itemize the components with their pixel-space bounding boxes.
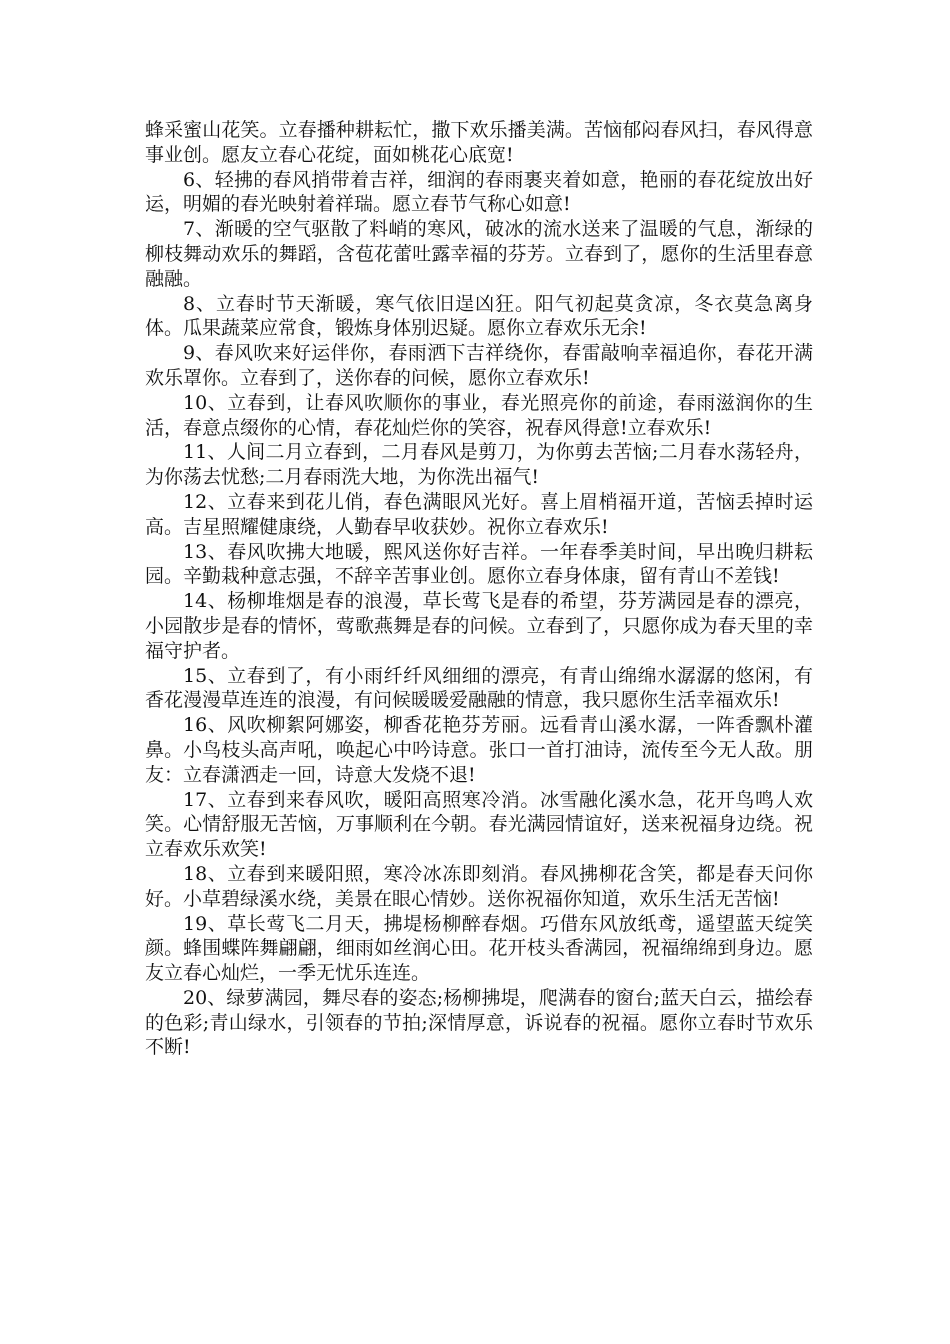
paragraph-15: 15、立春到了，有小雨纤纤风细细的漂亮，有青山绵绵水潺潺的悠闲，有香花漫漫草连连的浪漫，有问候暖暖爱融融的情意，我只愿你生活幸福欢乐! [145,664,813,712]
paragraph-20: 20、绿萝满园，舞尽春的姿态;杨柳拂堤，爬满春的窗台;蓝天白云，描绘春的色彩;青山绿水，引领春的节拍;深情厚意，诉说春的祝福。愿你立春时节欢乐不断! [145,986,813,1059]
paragraph-13: 13、春风吹拂大地暖，熙风送你好吉祥。一年春季美时间，早出晚归耕耘园。辛勤栽种意志强，不辞辛苦事业创。愿你立春身体康，留有青山不差钱! [145,540,813,588]
paragraph-10: 10、立春到，让春风吹顺你的事业，春光照亮你的前途，春雨滋润你的生活，春意点缀你的心情，春花灿烂你的笑容，祝春风得意!立春欢乐! [145,391,813,439]
paragraph-8: 8、立春时节天渐暖，寒气依旧逞凶狂。阳气初起莫贪凉，冬衣莫急离身体。瓜果蔬菜应常食，锻炼身体别迟疑。愿你立春欢乐无余! [145,292,813,340]
paragraph-7: 7、渐暖的空气驱散了料峭的寒风，破冰的流水送来了温暖的气息，渐绿的柳枝舞动欢乐的舞蹈，含苞花蕾吐露幸福的芬芳。立春到了，愿你的生活里春意融融。 [145,218,813,290]
paragraph-continued: 蜂采蜜山花笑。立春播种耕耘忙，撒下欢乐播美满。苦恼郁闷春风扫，春风得意事业创。愿友立春心花绽，面如桃花心底宽! [145,119,813,166]
paragraph-14: 14、杨柳堆烟是春的浪漫，草长莺飞是春的希望，芬芳满园是春的漂亮，小园散步是春的情怀，莺歌燕舞是春的问候。立春到了，只愿你成为春天里的幸福守护者。 [145,590,813,662]
document-body [145,118,813,1060]
paragraph-11: 11、人间二月立春到，二月春风是剪刀，为你剪去苦恼;二月春水荡轻舟，为你荡去忧愁;二月春雨洗大地，为你洗出福气! [145,441,813,489]
paragraph-6: 6、轻拂的春风捎带着吉祥，细润的春雨裹夹着如意，艳丽的春花绽放出好运，明媚的春光映射着祥瑞。愿立春节气称心如意! [145,168,813,216]
paragraph-18: 18、立春到来暖阳照，寒冷冰冻即刻消。春风拂柳花含笑，都是春天问你好。小草碧绿溪水绕，美景在眼心情妙。送你祝福你知道，欢乐生活无苦恼! [145,862,813,910]
paragraph-16: 16、风吹柳絮阿娜姿，柳香花艳芬芳丽。远看青山溪水潺，一阵香飘朴灌鼻。小鸟枝头高声吼，唤起心中吟诗意。张口一首打油诗，流传至今无人敌。朋友：立春潇洒走一回，诗意大发烧不退! [145,714,813,786]
paragraph-19: 19、草长莺飞二月天，拂堤杨柳醉春烟。巧借东风放纸鸢，遥望蓝天绽笑颜。蜂围蝶阵舞翩翩，细雨如丝润心田。花开枝头香满园，祝福绵绵到身边。愿友立春心灿烂，一季无忧乐连连。 [145,912,813,985]
paragraph-9: 9、春风吹来好运伴你，春雨洒下吉祥绕你，春雷敲响幸福追你，春花开满欢乐罩你。立春到了，送你春的问候，愿你立春欢乐! [145,342,813,389]
paragraph-12: 12、立春来到花儿俏，春色满眼风光好。喜上眉梢福开道，苦恼丢掉时运高。吉星照耀健康绕，人勤春早收获妙。祝你立春欢乐! [145,490,813,538]
paragraph-17: 17、立春到来春风吹，暖阳高照寒冷消。冰雪融化溪水急，花开鸟鸣人欢笑。心情舒服无苦恼，万事顺利在今朝。春光满园情谊好，送来祝福身边绕。祝立春欢乐欢笑! [145,788,813,861]
